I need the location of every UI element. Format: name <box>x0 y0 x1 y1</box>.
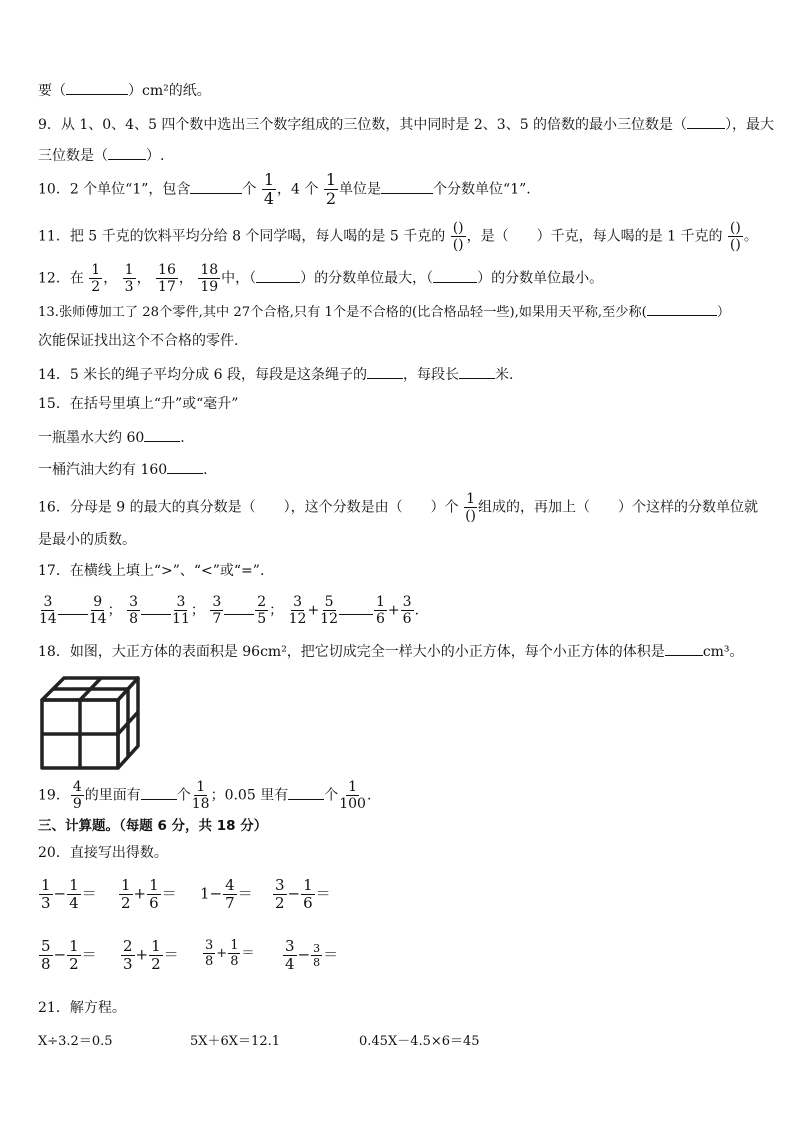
q17-blank-1[interactable] <box>58 600 88 615</box>
q20-title: 20．直接写出得数。 <box>38 845 168 861</box>
calc-r1-4[interactable]: $\frac{3}{2}$ − $\frac{1}{6}$ ＝ <box>275 876 331 912</box>
q17-sep-1: ； <box>107 602 122 619</box>
q9-text: 9．从 1、0、4、5 四个数中选出三个数字组成的三位数，其中同时是 2、3、5 的倍数的最小三位数是（ <box>38 117 688 133</box>
q12-text-b: 中，（ <box>221 270 257 287</box>
calc-r1-1[interactable]: $\frac{1}{3}$ − $\frac{1}{4}$ ＝ <box>41 876 97 912</box>
q19-blank-1[interactable] <box>141 785 177 800</box>
q15-blank-2[interactable] <box>167 459 203 474</box>
question-20-title <box>38 843 168 863</box>
calc-r2-4[interactable]: $\frac{3}{4}$ − $\frac{3}{8}$ ＝ <box>285 937 339 973</box>
op: − <box>53 884 67 903</box>
q19-text-e: 个 <box>324 787 339 804</box>
q12-text-a: 12．在 <box>38 270 84 287</box>
op: + <box>216 946 228 961</box>
eq: ＝ <box>81 884 97 903</box>
q12-frac-1: $\frac{1}{2}$ <box>91 262 101 295</box>
question-18 <box>38 641 744 662</box>
q19-text-b: 的里面有 <box>84 787 141 804</box>
q12-text-c: ）的分数单位最大，（ <box>300 270 434 287</box>
q19-frac-2: $\frac{1}{18}$ <box>191 779 210 812</box>
question-9-line1 <box>38 114 774 135</box>
q19-text-c: 个 <box>176 787 191 804</box>
q10-text-b: 个 <box>242 181 257 198</box>
q14-text-b: ，每段长 <box>402 367 459 383</box>
question-14 <box>38 364 513 385</box>
q14-text-c: 米. <box>494 367 514 383</box>
q17-item1-right: $\frac{9}{14}$ <box>88 594 107 627</box>
question-15-title <box>38 394 238 414</box>
calc-r2-1[interactable]: $\frac{5}{8}$ − $\frac{1}{2}$ ＝ <box>41 937 97 973</box>
q13-text: 13.张师傅加工了 28个零件,其中 27个合格,只有 1个是不合格的(比合格品轻一些),如果用天平称,至少称( <box>38 305 647 320</box>
question-9-line2 <box>38 145 164 166</box>
q17-item1-left: $\frac{3}{14}$ <box>39 594 57 627</box>
q17-item4-left2: $\frac{5}{12}$ <box>320 594 338 627</box>
q9-blank-1[interactable] <box>687 114 725 129</box>
eq: ＝ <box>315 884 331 903</box>
q13-blank[interactable] <box>647 301 717 316</box>
q14-text-a: 14．5 米长的绳子平均分成 6 段，每段是这条绳子的 <box>38 367 367 383</box>
q9-text-post: ），最大 <box>725 117 775 133</box>
q17-item3-left: $\frac{3}{7}$ <box>212 594 222 627</box>
q11-frac-1[interactable]: $\frac{()}{()}$ <box>452 220 464 253</box>
cube-figure <box>38 672 144 772</box>
op: + <box>133 884 147 903</box>
q11-frac-2[interactable]: $\frac{()}{()}$ <box>729 220 741 253</box>
q9-text-2-post: ）. <box>146 148 165 164</box>
op: − <box>297 945 311 964</box>
q10-frac-2: $\frac{1}{2}$ <box>325 170 337 208</box>
q12-frac-4: $\frac{18}{19}$ <box>200 262 219 295</box>
q12-text-d: ）的分数单位最小。 <box>477 270 604 287</box>
q15-dot-1: . <box>180 430 185 446</box>
q13-text-post: ） <box>716 305 731 320</box>
q10-blank-1[interactable] <box>190 179 242 194</box>
q16-text-a: 16．分母是 9 的最大的真分数是（ ），这个分数是由（ ）个 <box>38 499 459 516</box>
q18-blank[interactable] <box>665 641 703 656</box>
equation-2[interactable]: 5X＋6X＝12.1 <box>190 1034 280 1049</box>
q19-blank-2[interactable] <box>288 785 324 800</box>
q19-frac-1: $\frac{4}{9}$ <box>72 779 82 812</box>
q15-item1-text: 一瓶墨水大约 60 <box>38 430 145 446</box>
eq: ＝ <box>161 884 177 903</box>
question-16-line2 <box>38 530 136 550</box>
question-19 <box>38 780 371 811</box>
question-10 <box>38 172 531 207</box>
q19-text-d: ；0.05 里有 <box>210 787 289 804</box>
q17-title: 17．在横线上填上“>”、“<”或“=”. <box>38 563 265 579</box>
q10-blank-2[interactable] <box>381 179 433 194</box>
question-15-item2 <box>38 459 208 480</box>
whole: 1 <box>200 884 210 903</box>
op: − <box>209 884 223 903</box>
section-3-heading <box>38 816 267 836</box>
question-12: 12．在 $\frac{1}{2}$ ， $\frac{1}{3}$ ， $\frac{16}{17}$ ， $\frac{18}{19}$ 中，（ ）的分数单位最大，（ ）的分数单位最小。 <box>38 262 604 295</box>
q12-blank-1[interactable] <box>256 268 300 283</box>
q8-text-pre: 要（ <box>38 83 66 99</box>
q12-frac-2: $\frac{1}{3}$ <box>124 262 134 295</box>
q11-text-c: 。 <box>743 228 758 245</box>
op: − <box>287 884 301 903</box>
q16-text-b: 组成的，再加上（ ）个这样的分数单位就 <box>478 499 758 516</box>
q11-text-a: 11．把 5 千克的饮料平均分给 8 个同学喝，每人喝的是 5 千克的 <box>38 228 446 245</box>
q19-text-a: 19． <box>38 787 70 804</box>
q11-text-b: ，是（ ）千克，每人喝的是 1 千克的 <box>466 228 723 245</box>
q17-item3-right: $\frac{2}{5}$ <box>257 594 267 627</box>
q14-blank-2[interactable] <box>459 364 495 379</box>
question-16-line1 <box>38 492 758 523</box>
eq: ＝ <box>81 945 97 964</box>
q17-op-1: + <box>307 602 320 619</box>
eq: ＝ <box>163 945 179 964</box>
question-15-item1 <box>38 427 185 448</box>
section-3-title: 三、计算题。（每题 6 分，共 18 分） <box>38 818 268 834</box>
q17-blank-3[interactable] <box>224 600 254 615</box>
q17-item2-right: $\frac{3}{11}$ <box>172 594 190 627</box>
eq: ＝ <box>241 946 255 961</box>
question-21-title <box>38 998 126 1018</box>
q10-frac-1: $\frac{1}{4}$ <box>263 170 275 208</box>
q15-item2-text: 一桶汽油大约有 160 <box>38 462 168 478</box>
q19-end: . <box>366 787 372 804</box>
question-13-line1 <box>38 301 730 323</box>
q17-end: . <box>414 602 420 619</box>
calc-r1-2[interactable]: $\frac{1}{2}$ + $\frac{1}{6}$ ＝ <box>121 876 177 912</box>
question-11 <box>38 221 758 252</box>
q8-text-post: ）cm²的纸。 <box>128 83 211 99</box>
op: + <box>135 945 149 964</box>
q17-blank-4[interactable] <box>339 600 373 615</box>
q15-blank-1[interactable] <box>144 427 180 442</box>
q17-item4-left1: $\frac{3}{12}$ <box>288 594 307 627</box>
question-17-items <box>38 595 419 626</box>
q15-title: 15．在括号里填上“升”或“毫升” <box>38 396 239 412</box>
q10-text-a: 10．2 个单位“1”，包含 <box>38 181 191 198</box>
q14-blank-1[interactable] <box>367 364 403 379</box>
eq: ＝ <box>323 945 339 964</box>
q10-text-e: 个分数单位“1”. <box>433 181 531 198</box>
q10-text-c: ，4 个 <box>277 181 319 198</box>
q17-sep-3: ； <box>269 602 284 619</box>
question-17-title <box>38 561 264 581</box>
q17-item4-right2: $\frac{3}{6}$ <box>402 594 412 627</box>
calc-r1-3[interactable]: 1− $\frac{4}{7}$ ＝ <box>200 876 253 912</box>
q17-item4-right1: $\frac{1}{6}$ <box>376 594 385 627</box>
q16-frac[interactable]: $\frac{1}{()}$ <box>465 491 476 524</box>
q8-tail <box>38 80 211 101</box>
q13-text-2: 次能保证找出这个不合格的零件. <box>38 333 239 349</box>
eq: ＝ <box>237 884 253 903</box>
q17-sep-2: ； <box>190 602 205 619</box>
q18-text-b: cm³。 <box>702 644 744 660</box>
q15-dot-2: . <box>203 462 208 478</box>
op: − <box>53 945 67 964</box>
equation-3[interactable]: 0.45X－4.5×6＝45 <box>359 1034 480 1049</box>
equation-1[interactable]: X÷3.2＝0.5 <box>38 1034 113 1049</box>
q8-answer-blank[interactable] <box>66 80 128 95</box>
q16-text-2: 是最小的质数。 <box>38 532 136 548</box>
q17-op-2: + <box>387 602 400 619</box>
q12-blank-2[interactable] <box>433 268 477 283</box>
q10-text-d: 单位是 <box>339 181 382 198</box>
q9-text-2: 三位数是（ <box>38 148 108 164</box>
q21-title: 21．解方程。 <box>38 1000 126 1016</box>
question-13-line2 <box>38 331 238 351</box>
q9-blank-2[interactable] <box>108 145 146 160</box>
calc-r2-2[interactable]: $\frac{2}{3}$ + $\frac{1}{2}$ ＝ <box>123 937 179 973</box>
q18-text-a: 18．如图，大正方体的表面积是 96cm²，把它切成完全一样大小的小正方体，每个小正方体的体积是 <box>38 644 665 660</box>
q12-frac-3: $\frac{16}{17}$ <box>158 262 176 295</box>
calc-r2-3[interactable]: $\frac{3}{8}$ + $\frac{1}{8}$ ＝ <box>205 938 255 969</box>
q19-frac-3: $\frac{1}{100}$ <box>339 779 366 812</box>
q17-blank-2[interactable] <box>141 600 171 615</box>
q17-item2-left: $\frac{3}{8}$ <box>129 594 139 627</box>
